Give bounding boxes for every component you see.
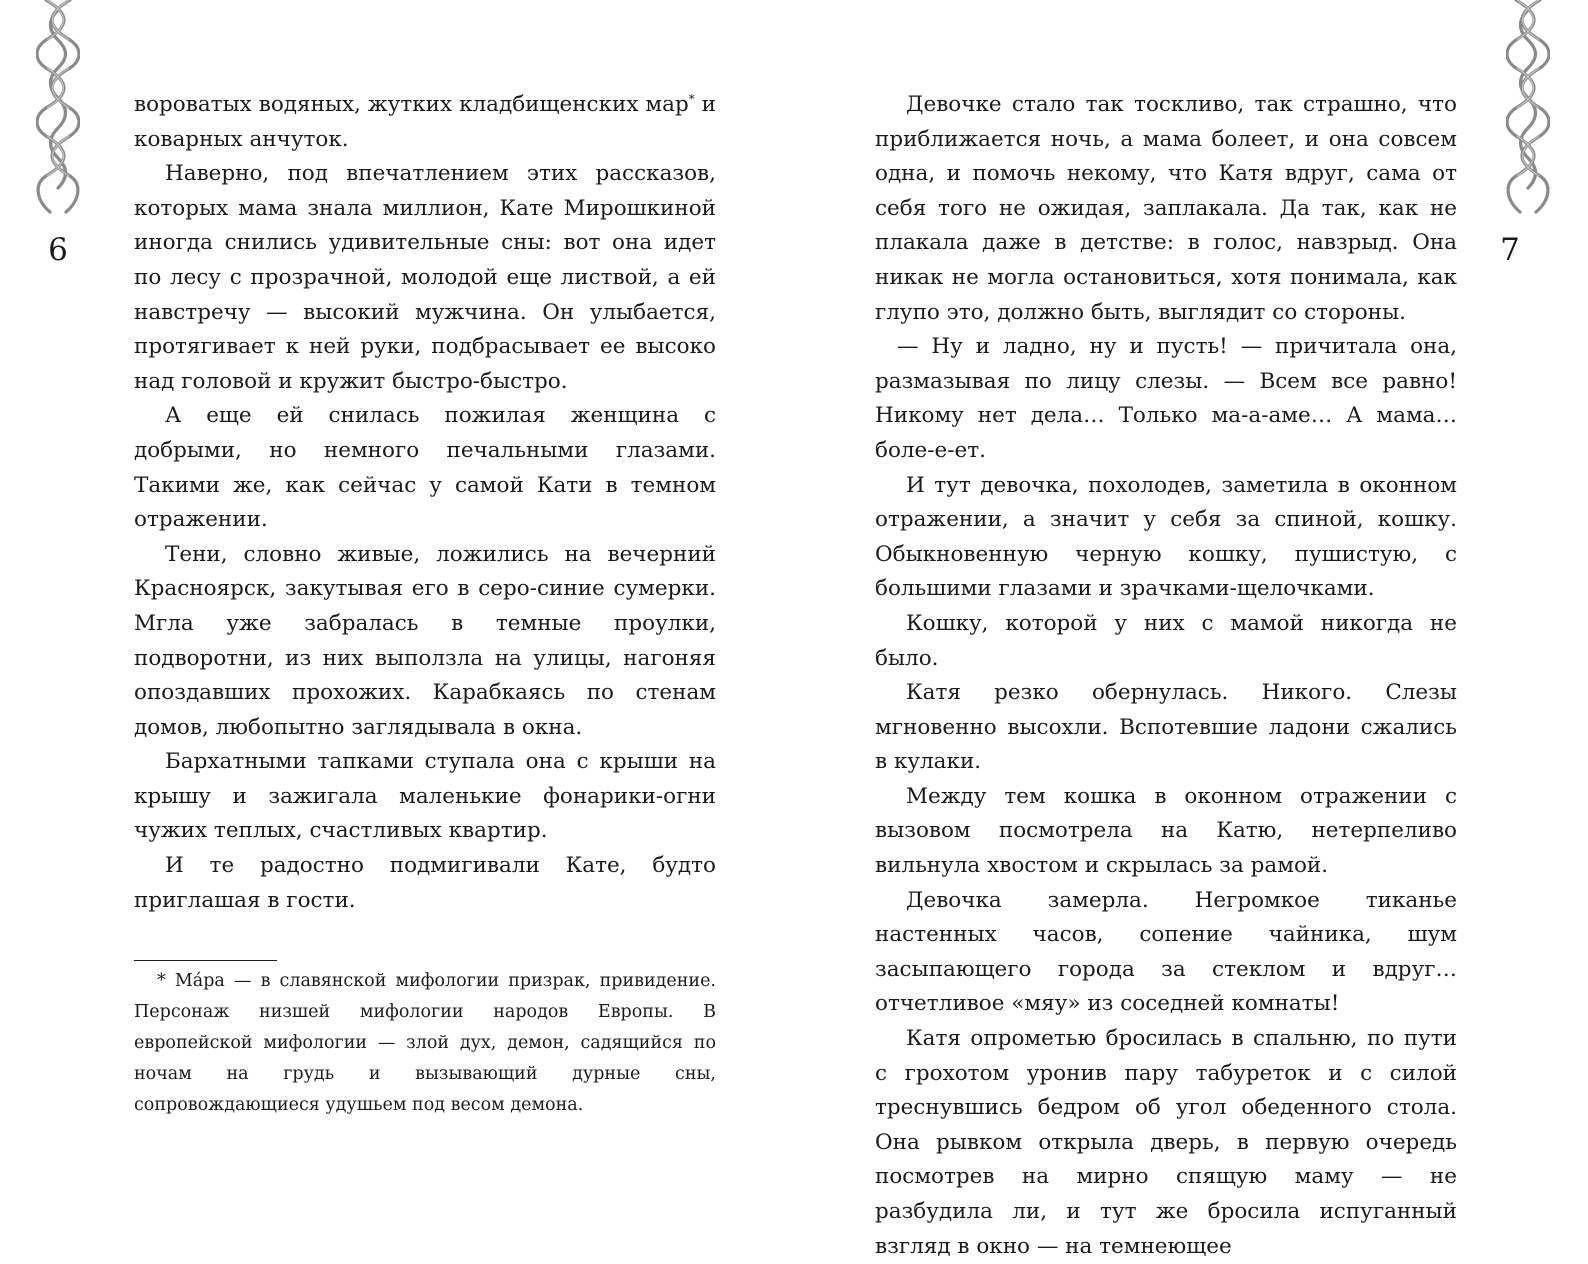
paragraph-text: вороватых водяных, жутких кладбищенских мар bbox=[134, 92, 689, 117]
paragraph: Тени, словно живые, ложились на вечерний Красноярск, закутывая его в серо-синие сумерки. Мгла уже забралась в темные проулки, подворотни, из них выползла на улицы, нагоняя опоздавших прохожих. Карабкаясь по стенам домов, любопытно заглядывала в окна. bbox=[134, 541, 716, 740]
paragraph: Девочке стало так тоскливо, так страшно, что приближается ночь, а мама болеет, и она совсем одна, и помочь некому, что Катя вдруг, сама от себя того не ожидая, заплакала. Да так, как не плакала даже в детстве: в голос, навзрыд. Она никак не могла остановиться, хотя понимала, как глупо это, должно быть, выглядит со стороны. bbox=[875, 92, 1457, 325]
footnote-marker: * bbox=[688, 91, 695, 106]
body-text bbox=[875, 88, 1457, 1264]
paragraph: А еще ей снилась пожилая женщина с добрыми, но немного печальными глазами. Такими же, как сейчас у самой Кати в темном отражении. bbox=[134, 403, 716, 533]
right-page bbox=[794, 0, 1588, 1259]
page-number: 6 bbox=[48, 232, 68, 268]
footnote-divider bbox=[134, 960, 277, 961]
paragraph: И те радостно подмигивали Кате, будто приглашая в гости. bbox=[134, 853, 716, 913]
celtic-knot-ornament-icon bbox=[36, 0, 80, 220]
left-page bbox=[0, 0, 794, 1191]
paragraph: Катя резко обернулась. Никого. Слезы мгновенно высохли. Вспотевшие ладони сжались в кулаки. bbox=[875, 680, 1457, 775]
paragraph: И тут девочка, похолодев, заметила в оконном отражении, а значит у себя за спиной, кошку. Обыкновенную черную кошку, пушистую, с большими глазами и зрачками-щелочками. bbox=[875, 472, 1457, 602]
celtic-knot-ornament-icon bbox=[1506, 0, 1550, 220]
paragraph-text-tail: и коварных анчуток. bbox=[134, 92, 716, 152]
body-text bbox=[134, 88, 716, 918]
paragraph: Девочка замерла. Негромкое тиканье настенных часов, сопение чайника, шум засыпающего города за стеклом и вдруг… отчетливое «мяу» из соседней комнаты! bbox=[875, 887, 1457, 1017]
paragraph: Бархатными тапками ступала она с крыши на крышу и зажигала маленькие фонарики-огни чужих теплых, счастливых квартир. bbox=[134, 749, 716, 844]
page-number: 7 bbox=[1500, 232, 1520, 268]
paragraph: Между тем кошка в оконном отражении с вызовом посмотрела на Катю, нетерпеливо вильнула хвостом и скрылась за рамой. bbox=[875, 783, 1457, 879]
footnote: * Ма́ра — в славянской мифологии призрак, привидение. Персонаж низшей мифологии народов Европы. В европейской мифологии — злой дух, демон, садящийся по ночам на грудь и вызывающий дурные сны, сопровождающиеся удушьем под весом демона. bbox=[134, 971, 716, 1115]
paragraph bbox=[134, 88, 716, 157]
paragraph: Кошку, которой у них с мамой никогда не было. bbox=[875, 610, 1457, 671]
dialogue-paragraph: — Ну и ладно, ну и пусть! — причитала она, размазывая по лицу слезы. — Всем все равно! Никому нет дела… Только ма-а-аме… А мама… боле-е-ет. bbox=[875, 334, 1457, 463]
paragraph: Наверно, под впечатлением этих рассказов, которых мама знала миллион, Кате Мирошкиной иногда снились удивительные сны: вот она идет по лесу с прозрачной, молодой еще листвой, а ей навстречу — высокий мужчина. Он улыбается, протягивает к ней руки, подбрасывает ее высоко над головой и кружит быстро-быстро. bbox=[134, 161, 716, 394]
paragraph: Катя опрометью бросилась в спальню, по пути с грохотом уронив пару табуреток и с силой треснувшись бедром об угол обеденного стола. Она рывком открыла дверь, в первую очередь посмотрев на мирно спящую маму — не разбудила ли, и тут же бросила испуганный взгляд в окно — на темнеющее bbox=[875, 1026, 1457, 1259]
